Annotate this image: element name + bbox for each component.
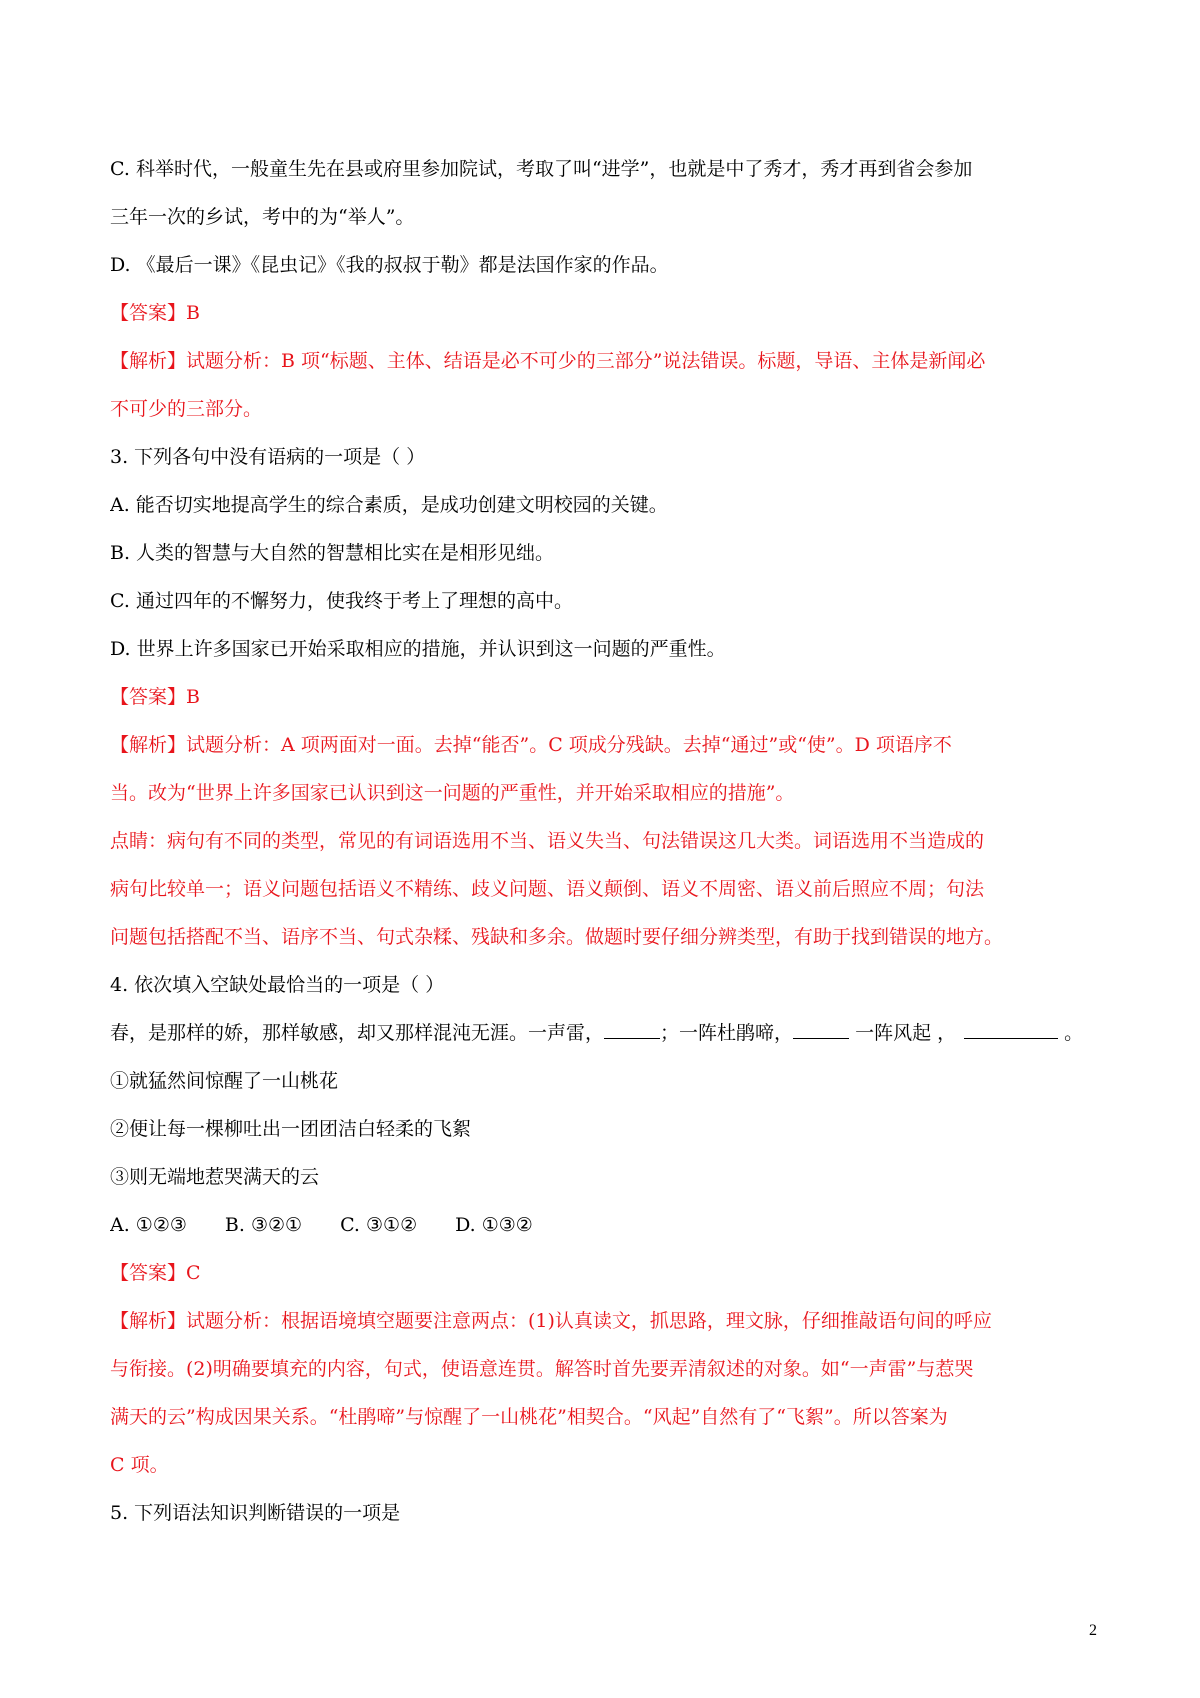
q3-tip-line2: 病句比较单一；语义问题包括语义不精练、歧义问题、语义颠倒、语义不周密、语义前后照应不周；句法 (110, 878, 985, 900)
q4-answer: 【答案】C (110, 1262, 201, 1284)
q3-answer: 【答案】B (110, 686, 200, 708)
q3-option-b: B. 人类的智慧与大自然的智慧相比实在是相形见绌。 (110, 542, 555, 564)
q4-blank-1 (604, 1018, 660, 1039)
q3-option-c: C. 通过四年的不懈努力，使我终于考上了理想的高中。 (110, 590, 573, 612)
q4-options (110, 1201, 1095, 1249)
q4-blank-2 (793, 1018, 849, 1039)
q4-option-a: A. ①②③ (110, 1214, 187, 1236)
q4-passage (110, 1009, 1095, 1057)
q4-analysis-line3: 满天的云”构成因果关系。“杜鹃啼”与惊醒了一山桃花”相契合。“风起”自然有了“飞絮”。所以答案为 (110, 1406, 948, 1428)
q3-stem: 3. 下列各句中没有语病的一项是（ ） (110, 446, 426, 468)
q2-option-c-line2: 三年一次的乡试，考中的为“举人”。 (110, 206, 415, 228)
q4-passage-part1: 春，是那样的娇，那样敏感，却又那样混沌无涯。一声雷， (110, 1022, 605, 1044)
page-content (110, 145, 1095, 1537)
q3-analysis-line2: 当。改为“世界上许多国家已认识到这一问题的严重性，并开始采取相应的措施”。 (110, 782, 795, 804)
q5-stem: 5. 下列语法知识判断错误的一项是 (110, 1502, 401, 1524)
q4-analysis-line4: C 项。 (110, 1454, 169, 1476)
page-number: 2 (1089, 1622, 1097, 1639)
q4-passage-part4: 。 (1058, 1022, 1084, 1044)
q3-tip-line1: 点睛：病句有不同的类型，常见的有词语选用不当、语义失当、句法错误这几大类。词语选用不当造成的 (110, 830, 985, 852)
q4-option-b: B. ③②① (224, 1214, 303, 1236)
q4-option-d: D. ①③② (455, 1214, 533, 1236)
q4-option-c: C. ③①② (340, 1214, 418, 1236)
q3-tip-line3: 问题包括搭配不当、语序不当、句式杂糅、残缺和多余。做题时要仔细分辨类型，有助于找到错误的地方。 (110, 926, 1004, 948)
q2-analysis-line1: 【解析】试题分析：B 项“标题、主体、结语是必不可少的三部分”说法错误。标题，导语、主体是新闻必 (110, 350, 986, 372)
q4-analysis-line1: 【解析】试题分析：根据语境填空题要注意两点：(1)认真读文，抓思路，理文脉，仔细推敲语句间的呼应 (110, 1310, 992, 1332)
q4-blank-3 (964, 1018, 1058, 1039)
q3-option-d: D. 世界上许多国家已开始采取相应的措施，并认识到这一问题的严重性。 (110, 638, 726, 660)
q4-passage-part3: 一阵风起 ， (849, 1022, 957, 1044)
q2-option-d: D. 《最后一课》《昆虫记》《我的叔叔于勒》都是法国作家的作品。 (110, 254, 669, 276)
q4-item-2: ②便让每一棵柳吐出一团团洁白轻柔的飞絮 (110, 1118, 472, 1140)
q2-answer: 【答案】B (110, 302, 200, 324)
q2-option-c-line1: C. 科举时代，一般童生先在县或府里参加院试，考取了叫“进学”，也就是中了秀才，秀才再到省会参加 (110, 158, 973, 180)
q4-stem: 4. 依次填入空缺处最恰当的一项是（ ） (110, 974, 445, 996)
q3-analysis-line1: 【解析】试题分析：A 项两面对一面。去掉“能否”。C 项成分残缺。去掉“通过”或“使”。D 项语序不 (110, 734, 952, 756)
q4-item-1: ①就猛然间惊醒了一山桃花 (110, 1070, 339, 1092)
q3-option-a: A. 能否切实地提高学生的综合素质，是成功创建文明校园的关键。 (110, 494, 668, 516)
q2-analysis-line2: 不可少的三部分。 (110, 398, 263, 420)
q4-passage-part2: ；一阵杜鹃啼， (660, 1022, 794, 1044)
q4-item-3: ③则无端地惹哭满天的云 (110, 1166, 320, 1188)
q4-analysis-line2: 与衔接。(2)明确要填充的内容，句式，使语意连贯。解答时首先要弄清叙述的对象。如“一声雷”与惹哭 (110, 1358, 974, 1380)
